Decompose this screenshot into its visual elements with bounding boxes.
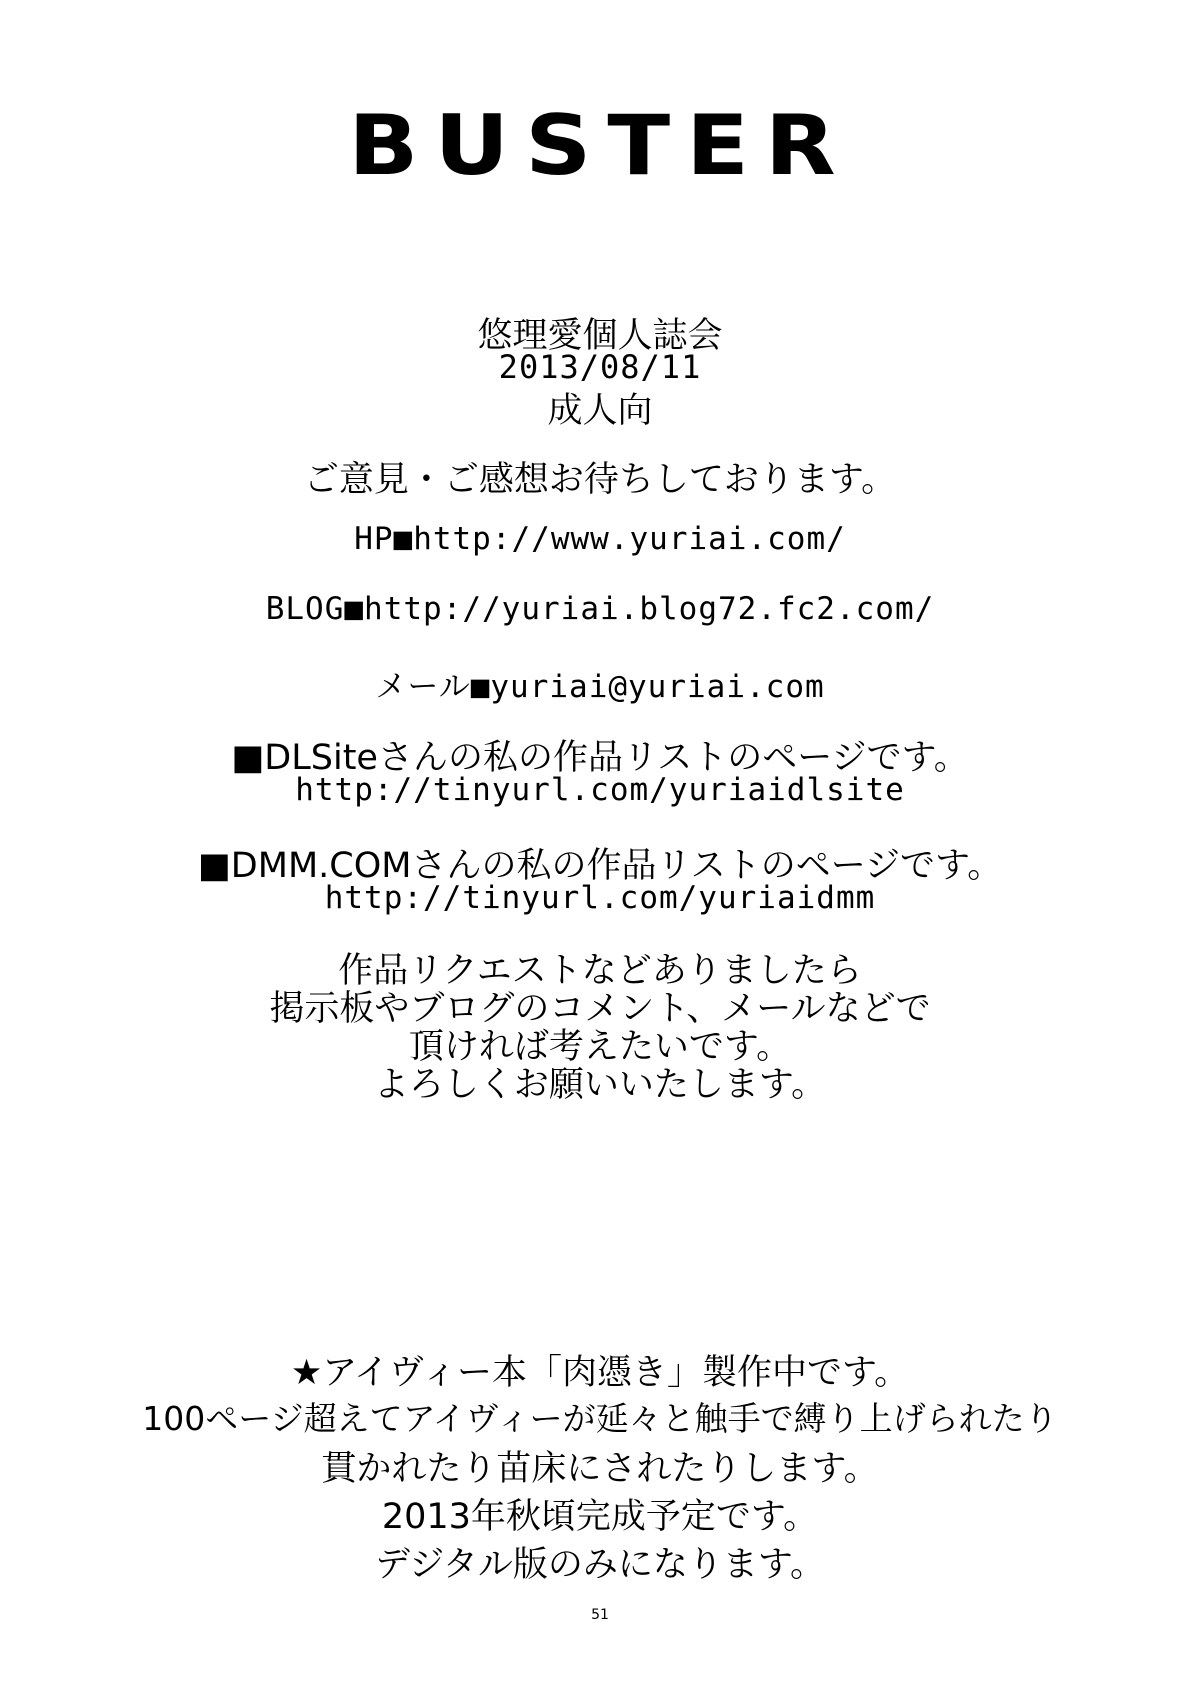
request-line: 掲示板やブログのコメント、メールなどで: [269, 989, 931, 1029]
book-title: BUSTER: [348, 97, 852, 194]
circle-name: 悠理愛個人誌会: [477, 316, 723, 356]
email-address[interactable]: メール■yuriai@yuriai.com: [375, 669, 825, 705]
page-number: 51: [591, 1607, 609, 1623]
announcement-line: 貫かれたり苗床にされたりします。: [321, 1449, 879, 1489]
dmm-link[interactable]: http://tinyurl.com/yuriaidmm: [324, 880, 876, 916]
rating-label: 成人向: [547, 391, 653, 431]
announcement-line: ★アイヴィー本「肉憑き」製作中です。: [290, 1353, 910, 1393]
request-line: 作品リクエストなどありましたら: [338, 951, 862, 991]
blog-link[interactable]: BLOG■http://yuriai.blog72.fc2.com/: [265, 591, 935, 627]
dlsite-link[interactable]: http://tinyurl.com/yuriaidlsite: [295, 772, 905, 808]
request-line: よろしくお願いいたします。: [373, 1065, 827, 1105]
announcement-line: 100ページ超えてアイヴィーが延々と触手で縛り上げられたり: [142, 1399, 1058, 1438]
request-line: 頂ければ考えたいです。: [408, 1027, 792, 1067]
dlsite-label: ■DLSiteさんの私の作品リストのページです。: [231, 738, 969, 778]
announcement-line: デジタル版のみになります。: [374, 1545, 826, 1585]
announcement-line: 2013年秋頃完成予定です。: [381, 1497, 819, 1537]
homepage-link[interactable]: HP■http://www.yuriai.com/: [354, 521, 846, 557]
release-date: 2013/08/11: [498, 348, 702, 386]
feedback-message: ご意見・ご感想お待ちしております。: [303, 460, 897, 500]
dmm-label: ■DMM.COMさんの私の作品リストのページです。: [197, 846, 1003, 886]
